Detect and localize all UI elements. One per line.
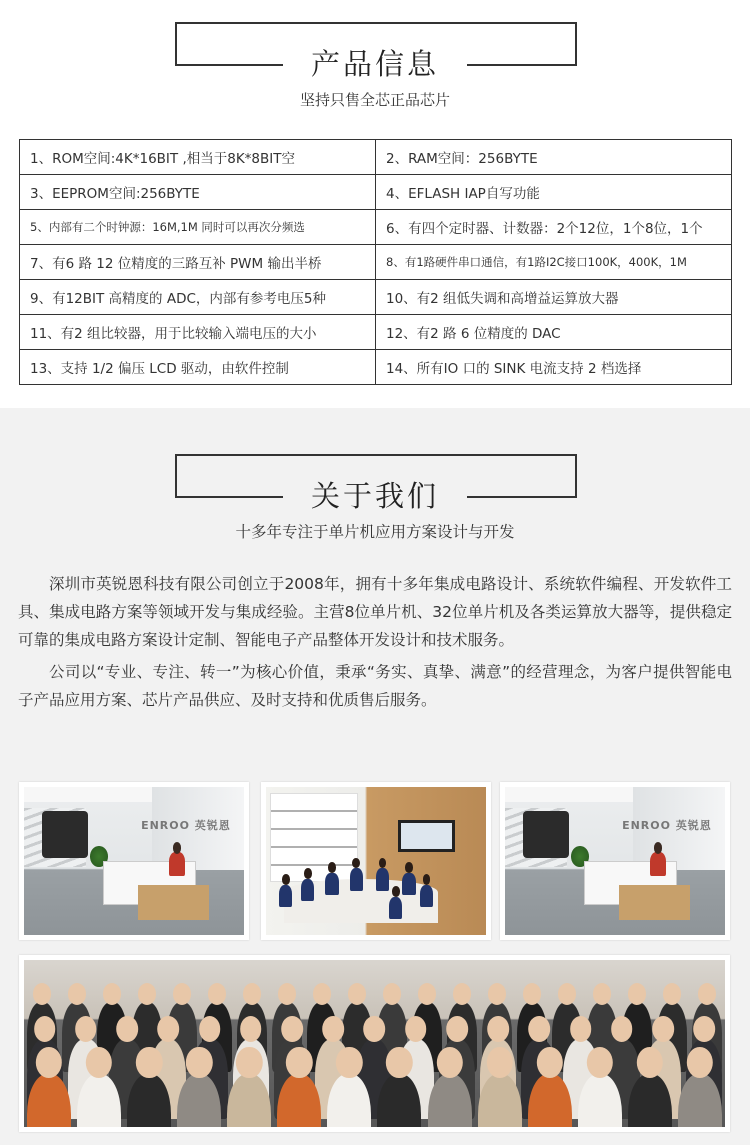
logo-screen: [42, 811, 88, 858]
team-member: [478, 1074, 522, 1127]
table-row: [20, 280, 732, 315]
team-member: [528, 1074, 572, 1127]
team-member: [177, 1074, 221, 1127]
table-row: [20, 245, 732, 280]
spec-cell: 14、所有IO 口的 SINK 电流支持 2 档选择: [376, 350, 732, 385]
about-us-section: [0, 408, 750, 1145]
reception-photo-2: [500, 782, 730, 940]
about-paragraph: 深圳市英锐恩科技有限公司创立于2008年，拥有十多年集成电路设计、系统软件编程、开发软件工具、集成电路方案等领域开发与集成经验。主营8位单片机、32位单片机及各类运算放大器等，提供稳定可靠的集成电路方案设计定制、智能电子产品整体开发设计和技术服务。: [18, 575, 732, 649]
team-member: [327, 1074, 371, 1127]
table-row: [20, 175, 732, 210]
about-title: 关于我们: [0, 474, 750, 515]
spec-cell: 5、内部有二个时钟源：16M,1M 同时可以再次分频选: [20, 210, 376, 245]
spec-cell: 7、有6 路 12 位精度的三路互补 PWM 输出半桥: [20, 245, 376, 280]
presentation-screen: [398, 820, 455, 853]
team-member: [227, 1074, 271, 1127]
spec-cell: 2、RAM空间：256BYTE: [376, 140, 732, 175]
product-title: 产品信息: [0, 42, 750, 83]
product-info-section: [0, 0, 750, 400]
table-row: [20, 210, 732, 245]
team-member: [578, 1074, 622, 1127]
spec-cell: 9、有12BIT 高精度的 ADC，内部有参考电压5种: [20, 280, 376, 315]
team-member: [377, 1074, 421, 1127]
team-member: [628, 1074, 672, 1127]
spec-cell: 6、有四个定时器、计数器：2个12位，1个8位，1个: [376, 210, 732, 245]
table-row: [20, 350, 732, 385]
team-member: [428, 1074, 472, 1127]
spec-cell: 11、有2 组比较器，用于比较输入端电压的大小: [20, 315, 376, 350]
spec-cell: 12、有2 路 6 位精度的 DAC: [376, 315, 732, 350]
meeting-photo: [261, 782, 491, 940]
reception-photo: [19, 782, 249, 940]
spec-cell: 1、ROM空间:4K*16BIT ,相当于8K*8BIT空: [20, 140, 376, 175]
company-logo: ENROO 英锐恩: [141, 818, 231, 832]
team-member: [77, 1074, 121, 1127]
team-member: [277, 1074, 321, 1127]
spec-cell: 8、有1路硬件串口通信，有1路I2C接口100K，400K，1M: [376, 245, 732, 280]
team-member: [678, 1074, 722, 1127]
table-row: [20, 140, 732, 175]
spec-table: [19, 139, 732, 385]
team-group-photo: [19, 955, 730, 1132]
product-subtitle: 坚持只售全芯正品芯片: [299, 91, 450, 109]
spec-cell: 10、有2 组低失调和高增益运算放大器: [376, 280, 732, 315]
table-row: [20, 315, 732, 350]
spec-cell: 3、EEPROM空间:256BYTE: [20, 175, 376, 210]
team-member: [127, 1074, 171, 1127]
team-member: [27, 1074, 71, 1127]
company-logo: ENROO 英锐恩: [622, 818, 712, 832]
about-paragraph: 公司以“专业、专注、转一”为核心价值，秉承“务实、真挚、满意”的经营理念，为客户提供智能电子产品应用方案、芯片产品供应、及时支持和优质售后服务。: [18, 663, 732, 709]
about-text: [18, 570, 732, 718]
about-subtitle: 十多年专注于单片机应用方案设计与开发: [235, 523, 515, 541]
spec-cell: 13、支持 1/2 偏压 LCD 驱动，由软件控制: [20, 350, 376, 385]
spec-cell: 4、EFLASH IAP自写功能: [376, 175, 732, 210]
